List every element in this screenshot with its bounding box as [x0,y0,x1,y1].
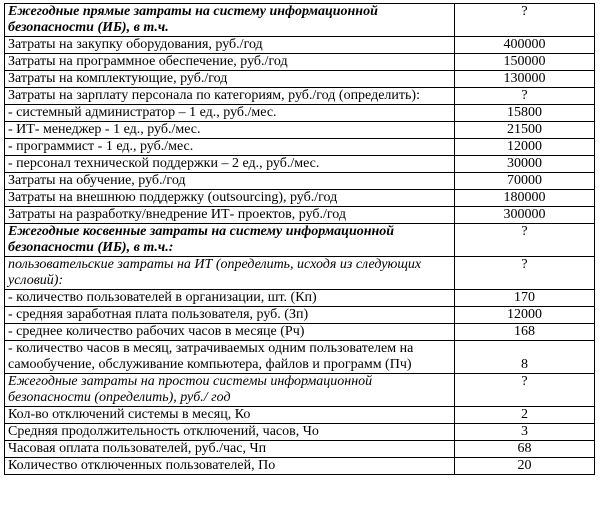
row-label: Затраты на внешнюю поддержку (outsourcing), руб./год [5,190,455,207]
table-row [5,441,595,458]
row-value: 2 [455,407,595,424]
table-row [5,88,595,105]
row-label: Часовая оплата пользователей, руб./час, Чп [5,441,455,458]
row-value: 3 [455,424,595,441]
row-value: 70000 [455,173,595,190]
row-value: 8 [455,341,595,374]
row-label: Количество отключенных пользователей, По [5,458,455,475]
row-label: Кол-во отключений системы в месяц, Ко [5,407,455,424]
row-label: Ежегодные прямые затраты на систему информационной безопасности (ИБ), в т.ч. [5,4,455,37]
table-row [5,224,595,257]
table-row [5,324,595,341]
row-label: Затраты на комплектующие, руб./год [5,71,455,88]
row-label: Ежегодные затраты на простои системы информационной безопасности (определить), руб./ год [5,374,455,407]
row-value: 30000 [455,156,595,173]
row-value: 20 [455,458,595,475]
row-value: ? [455,88,595,105]
row-value: 400000 [455,37,595,54]
table-row [5,458,595,475]
row-label: Затраты на обучение, руб./год [5,173,455,190]
table-row [5,54,595,71]
row-value: 300000 [455,207,595,224]
table-row [5,341,595,374]
table-row [5,173,595,190]
table-row [5,4,595,37]
row-label: пользовательские затраты на ИТ (определить, исходя из следующих условий): [5,257,455,290]
row-label: - программист - 1 ед., руб./мес. [5,139,455,156]
row-label: - средняя заработная плата пользователя, руб. (Зп) [5,307,455,324]
table-row [5,374,595,407]
table-row [5,139,595,156]
row-value: ? [455,4,595,37]
table-row [5,407,595,424]
row-value: 130000 [455,71,595,88]
row-value: ? [455,224,595,257]
table-row [5,424,595,441]
row-label: - ИТ- менеджер - 1 ед., руб./мес. [5,122,455,139]
row-value: 12000 [455,139,595,156]
row-value: 68 [455,441,595,458]
row-label: Затраты на закупку оборудования, руб./год [5,37,455,54]
row-value: ? [455,374,595,407]
row-label: - персонал технической поддержки – 2 ед., руб./мес. [5,156,455,173]
row-label: Средняя продолжительность отключений, часов, Чо [5,424,455,441]
table-row [5,257,595,290]
row-label: Затраты на программное обеспечение, руб./год [5,54,455,71]
row-label: - системный администратор – 1 ед., руб./мес. [5,105,455,122]
row-label: - количество часов в месяц, затрачиваемых одним пользователем на самообучение, обслуживание компьютера, файлов и программ (Пч) [5,341,455,374]
row-value: 170 [455,290,595,307]
table-row [5,71,595,88]
table-row [5,307,595,324]
row-value: 21500 [455,122,595,139]
row-value: 180000 [455,190,595,207]
table-row [5,122,595,139]
table-row [5,37,595,54]
row-label: Затраты на зарплату персонала по категориям, руб./год (определить): [5,88,455,105]
table-row [5,156,595,173]
row-value: 12000 [455,307,595,324]
table-row [5,290,595,307]
row-value: 15800 [455,105,595,122]
row-label: - количество пользователей в организации, шт. (Кп) [5,290,455,307]
row-label: Ежегодные косвенные затраты на систему информационной безопасности (ИБ), в т.ч.: [5,224,455,257]
cost-table [4,3,595,475]
row-value: ? [455,257,595,290]
row-label: - среднее количество рабочих часов в месяце (Рч) [5,324,455,341]
row-value: 150000 [455,54,595,71]
row-value: 168 [455,324,595,341]
table-row [5,207,595,224]
table-row [5,105,595,122]
row-label: Затраты на разработку/внедрение ИТ- проектов, руб./год [5,207,455,224]
table-row [5,190,595,207]
